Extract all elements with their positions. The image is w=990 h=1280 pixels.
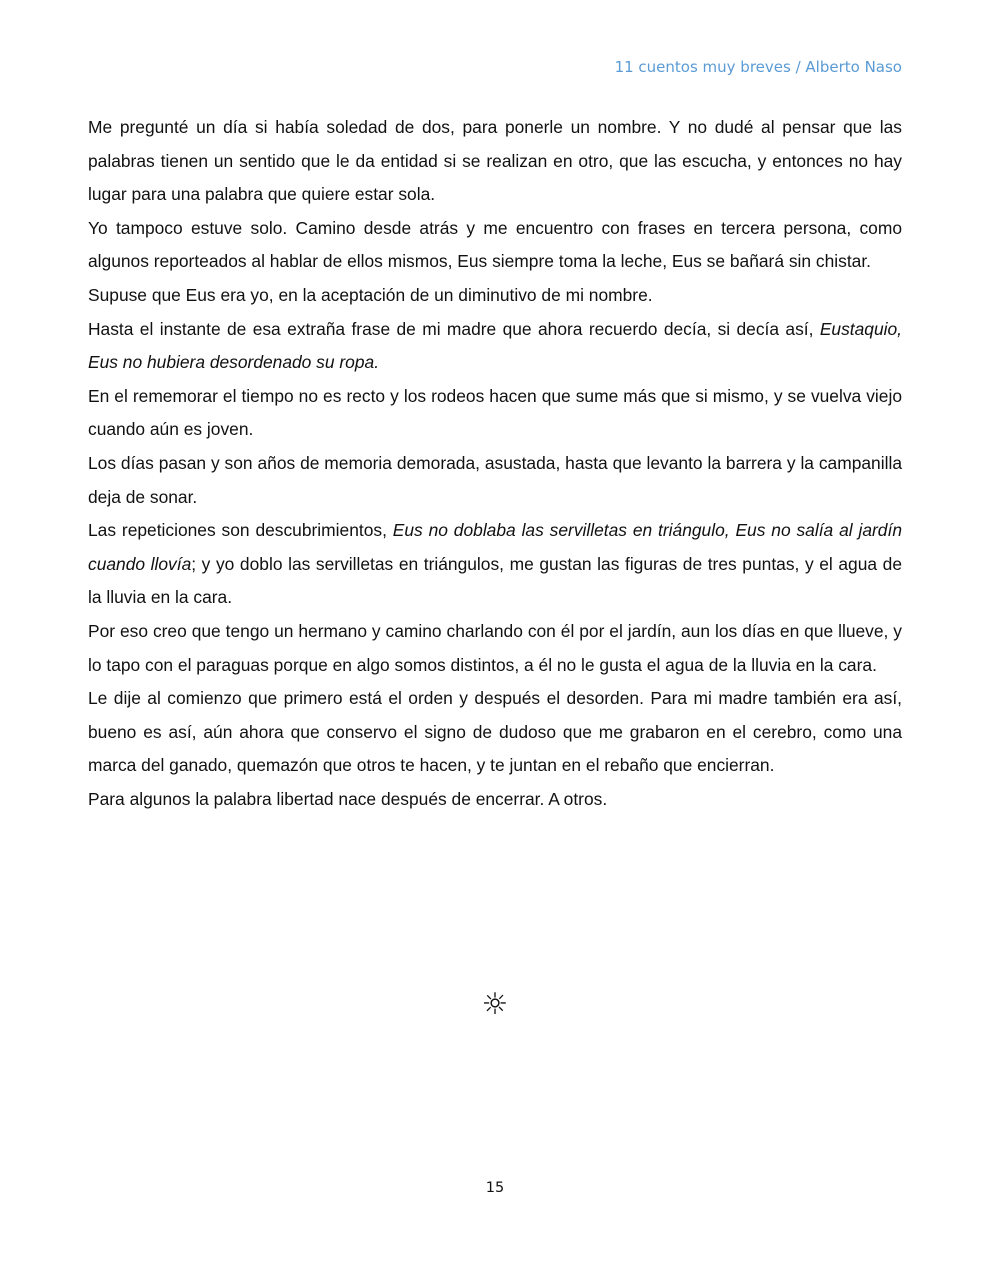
paragraph-10: Para algunos la palabra libertad nace después de encerrar. A otros. [88, 788, 608, 809]
paragraph-7: Las repeticiones son descubrimientos, Eus no doblaba las servilletas en triángulo, Eus no salía al jardín cuando llovía; y yo doblo las servilletas en triángulos, me gustan las figuras de tres puntas, y el agua de la lluvia en la cara. [88, 520, 903, 608]
paragraph-8: Por eso creo que tengo un hermano y camino charlando con él por el jardín, aun los días en que llueve, y lo tapo con el paraguas porque en algo somos distintos, a él no le gusta el agua de la lluvia en la cara. [88, 620, 902, 675]
paragraph-9: Le dije al comienzo que primero está el orden y después el desorden. Para mi madre también era así, bueno es así, aún ahora que conservo el signo de dudoso que me grabaron en el cerebro, como una marca del ganado, quemazón que otros te hacen, y te juntan en el rebaño que encierran. [88, 688, 902, 776]
running-header: 11 cuentos muy breves / Alberto Naso [614, 58, 902, 76]
paragraph-2: Yo tampoco estuve solo. Camino desde atrás y me encuentro con frases en tercera persona, como algunos reporteados al hablar de ellos mismos, Eus siempre toma la leche, Eus se bañará sin chistar. [88, 217, 902, 272]
sun-icon: ☼ [481, 987, 509, 1022]
story-body [88, 111, 902, 816]
paragraph-3: Supuse que Eus era yo, en la aceptación de un diminutivo de mi nombre. [88, 284, 653, 305]
paragraph-4: Hasta el instante de esa extraña frase de mi madre que ahora recuerdo decía, si decía así, Eustaquio, Eus no hubiera desordenado su ropa. [88, 318, 902, 373]
page-number: 15 [485, 1180, 505, 1196]
italic-quote: Eustaquio, Eus no hubiera desordenado su ropa. [88, 318, 902, 373]
paragraph-5: En el rememorar el tiempo no es recto y los rodeos hacen que sume más que si mismo, y se vuelva viejo cuando aún es joven. [88, 385, 902, 440]
paragraph-1: Me pregunté un día si había soledad de dos, para ponerle un nombre. Y no dudé al pensar que las palabras tienen un sentido que le da entidad si se realizan en otro, que las escucha, y entonces no hay lugar para una palabra que quiere estar sola. [88, 117, 902, 205]
italic-quote: Eus no doblaba las servilletas en triángulo, Eus no salía al jardín cuando llovía [88, 520, 902, 574]
paragraph-6: Los días pasan y son años de memoria demorada, asustada, hasta que levanto la barrera y la campanilla deja de sonar. [88, 452, 902, 507]
